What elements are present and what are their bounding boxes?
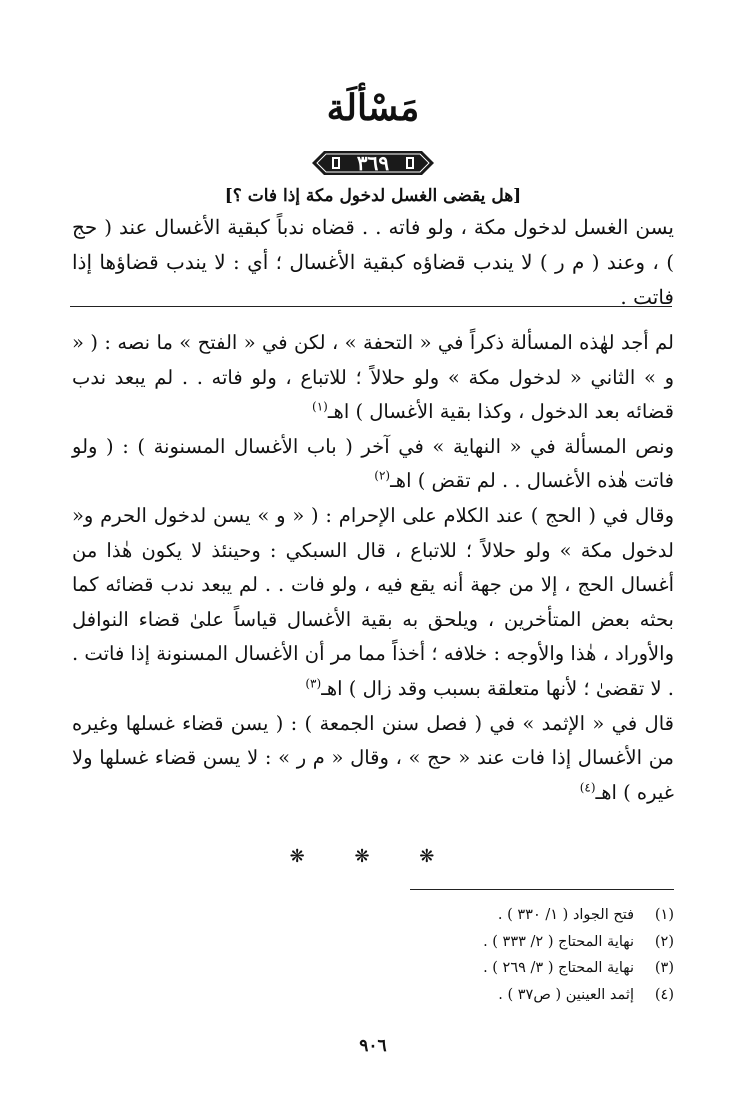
main-text: يسن الغسل لدخول مكة ، ولو فاته . . قضاه ندباً كبقية الأغسال عند ( حج ) ، وعند ( م ر ) لا يندب قضاؤه كبقية الأغسال ؛ أي : لا يندب قضاؤها إذا فاتت . xyxy=(72,215,674,309)
footnote-divider xyxy=(410,889,674,890)
footnote-text: إثمد العينين ( ص٣٧ ) . xyxy=(498,986,634,1003)
footnote-item xyxy=(300,955,674,982)
footnote-ref: (١) xyxy=(312,399,328,414)
commentary-paragraph: لم أجد لهٰذه المسألة ذكراً في « التحفة » ، لكن في « الفتح » ما نصه : ( « و » الثاني « لدخول مكة » ولو حلالاً ؛ للاتباع ، ولو فاته . . لم يبعد ندب قضائه بعد الدخول ، وكذا بقية الأغسال ) اهـ$^{(١)}$ xyxy=(72,331,674,424)
footnote-number: (٤) xyxy=(654,986,674,1003)
footnote-item xyxy=(300,929,674,956)
commentary-paragraph: وقال في ( الحج ) عند الكلام على الإحرام : ( « و » يسن لدخول الحرم و« لدخول مكة » ولو حلالاً ؛ للاتباع ، قال السبكي : وحينئذ لا يكون هٰذا من أغسال الحج ، إلا من جهة أنه يقع فيه ، ولو فات . . لم يبعد ندب قضائه كما بحثه بعض المتأخرين ، ويلحق به بقية الأغسال قياساً علىٰ قضاء النوافل والأوراد ، هٰذا والأوجه : خلافه ؛ أخذاً مما مر أن الأغسال المسنونة إذا فاتت . . لا تقضىٰ ؛ لأنها متعلقة بسبب وقد زال ) اهـ$^{(٣)}$ xyxy=(72,503,674,700)
footnote-number: (٢) xyxy=(654,933,674,950)
footnote-item xyxy=(300,902,674,929)
footnote-number: (٣) xyxy=(654,960,674,976)
issue-question: [هل يقضى الغسل لدخول مكة إذا فات ؟] xyxy=(224,186,522,206)
main-divider xyxy=(70,306,672,307)
page-number: ٩٠٦ xyxy=(359,1036,387,1056)
footnote-text: نهاية المحتاج ( ٢/ ٣٣٣ ) . xyxy=(483,933,634,950)
commentary xyxy=(72,326,674,810)
issue-number: ٣٦٩ xyxy=(356,151,390,175)
footnote-text: فتح الجواد ( ١/ ٣٣٠ ) . xyxy=(497,907,634,923)
footnotes xyxy=(300,902,674,1008)
footnote-text: نهاية المحتاج ( ٣/ ٢٦٩ ) . xyxy=(483,960,634,976)
footnote-number: (١) xyxy=(654,907,674,923)
footnote-ref: (٢) xyxy=(374,468,391,483)
footnote-item xyxy=(300,982,674,1009)
asterisk-separator-icon: ❋ ❋ ❋ xyxy=(289,846,457,867)
issue-number-badge xyxy=(310,148,436,178)
commentary-paragraph: قال في « الإثمد » في ( فصل سنن الجمعة ) : ( يسن قضاء غسلها وغيره من الأغسال إذا فات عند « حج » ، وقال « م ر » : لا يسن قضاء غسلها ولا غيره ) اهـ$^{(٤)}$ xyxy=(72,711,674,804)
section-heading: مَسْألَة xyxy=(326,87,420,129)
commentary-paragraph: ونص المسألة في « النهاية » في آخر ( باب الأغسال المسنونة ) : ( ولو فاتت هٰذه الأغسال . . لم تقض ) اهـ$^{(٢)}$ xyxy=(72,434,674,493)
footnote-ref: (٤) xyxy=(579,780,596,795)
footnote-ref: (٣) xyxy=(305,676,322,691)
